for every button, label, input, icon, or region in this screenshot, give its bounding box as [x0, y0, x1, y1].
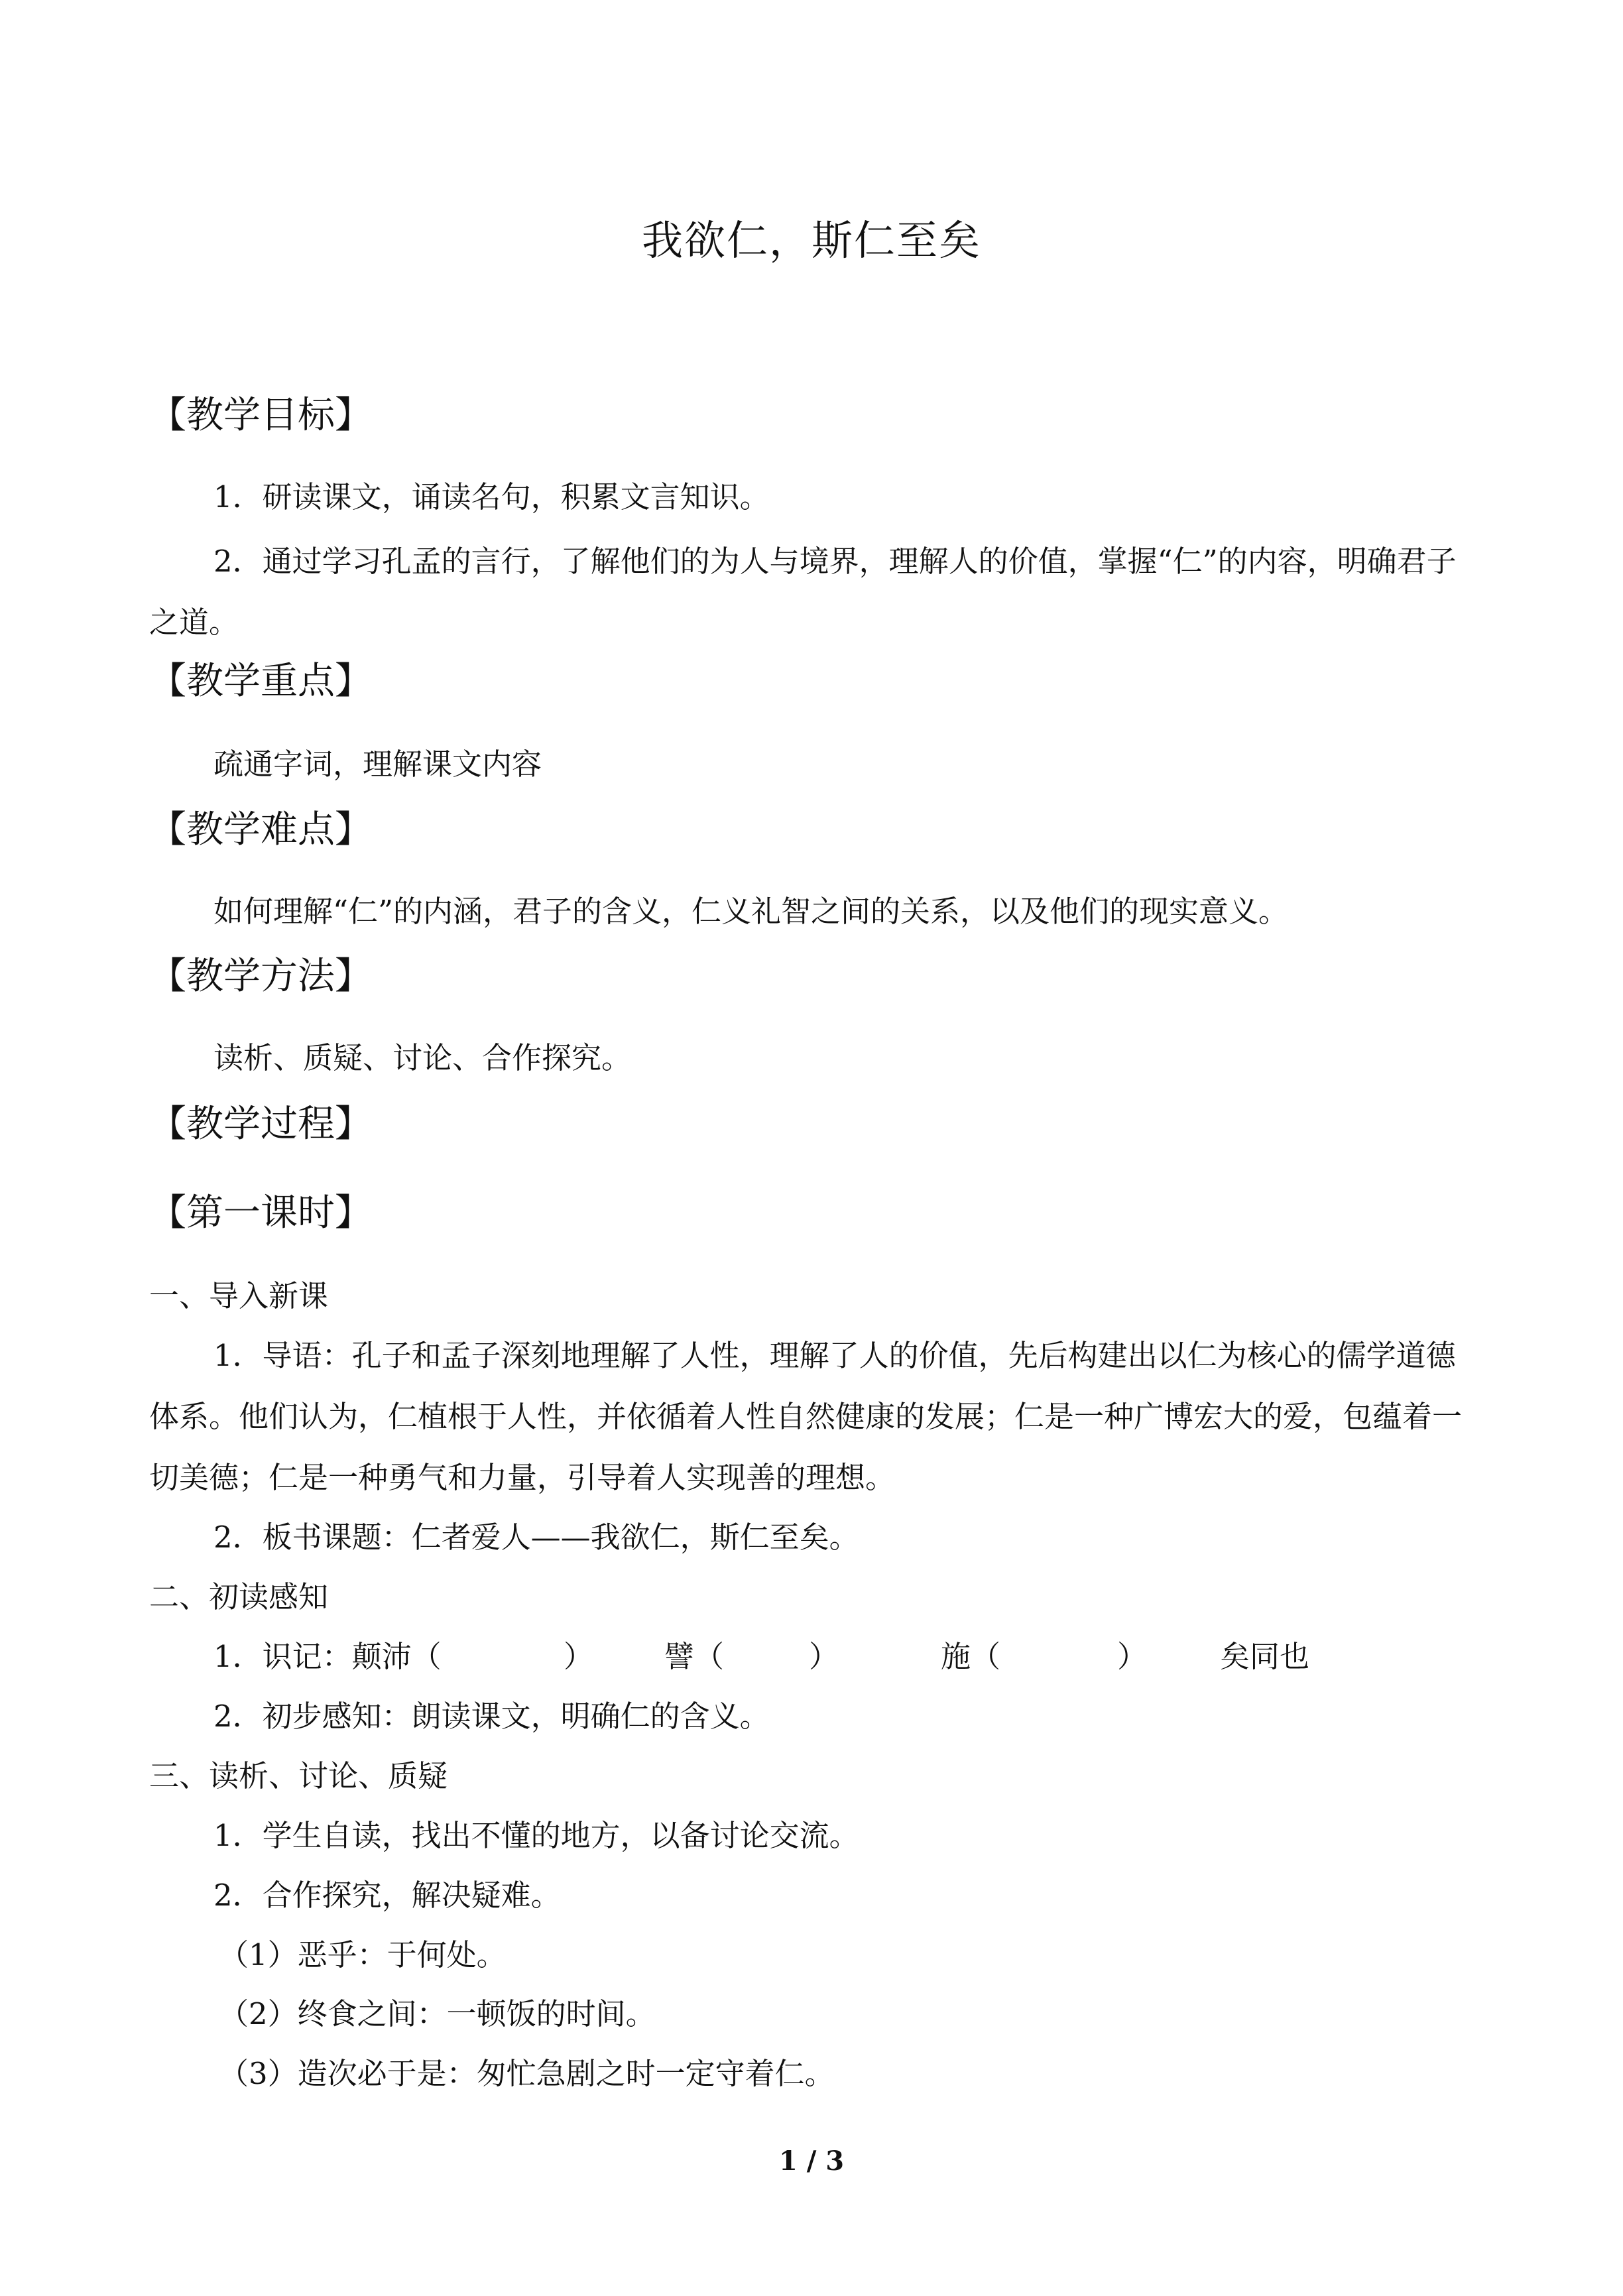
goal-item-2: 2．通过学习孔孟的言行，了解他们的为人与境界，理解人的价值，掌握“仁”的内容，明确君子之道。: [149, 544, 1457, 640]
page-number: 1 / 3: [778, 2145, 845, 2177]
part2-memorize-row: [213, 1636, 1341, 1677]
heading-teaching-method: 【教学方法】: [149, 955, 372, 998]
memorize-label-4: 矣同也: [1220, 1639, 1310, 1674]
memorize-label-1: 1．识记：颠沛（: [213, 1639, 442, 1674]
document-title: 我欲仁，斯仁至矣: [641, 216, 981, 265]
part1-board-title: 2．板书课题：仁者爱人——我欲仁，斯仁至矣。: [213, 1520, 859, 1555]
part2-initial-perception: 2．初步感知：朗读课文，明确仁的含义。: [213, 1699, 770, 1734]
heading-teaching-difficulty: 【教学难点】: [149, 808, 372, 851]
part3-item-1: 1．学生自读，找出不懂的地方，以备讨论交流。: [213, 1818, 859, 1853]
memorize-close-1: ）: [564, 1639, 594, 1674]
memorize-close-3: ）: [1117, 1639, 1148, 1674]
memorize-label-2: 譬（: [664, 1639, 725, 1674]
part3-heading: 三、读析、讨论、质疑: [149, 1758, 448, 1793]
teaching-focus-text: 疏通字词，理解课文内容: [213, 747, 542, 782]
part3-sub-item-3: （3）造次必于是：匆忙急剧之时一定守着仁。: [219, 2056, 835, 2091]
heading-teaching-process: 【教学过程】: [149, 1103, 372, 1146]
part3-item-2: 2．合作探究，解决疑难。: [213, 1878, 561, 1913]
part1-introduction-text: 1．导语：孔子和孟子深刻地理解了人性，理解了人的价值，先后构建出以仁为核心的儒学道德体系。他们认为，仁植根于人性，并依循着人性自然健康的发展；仁是一种广博宏大的爱，包蕴着一切美德；仁是一种勇气和力量，引导着人实现善的理想。: [149, 1338, 1463, 1495]
part3-sub-item-1: （1）恶乎：于何处。: [219, 1937, 507, 1972]
part1-heading: 一、导入新课: [149, 1278, 329, 1313]
part2-heading: 二、初读感知: [149, 1579, 329, 1614]
part3-sub-item-2: （2）终食之间：一顿饭的时间。: [219, 1996, 656, 2031]
heading-teaching-focus: 【教学重点】: [149, 660, 372, 703]
heading-teaching-goals: 【教学目标】: [149, 394, 372, 437]
teaching-difficulty-text: 如何理解“仁”的内涵，君子的含义，仁义礼智之间的关系，以及他们的现实意义。: [213, 894, 1289, 929]
teaching-method-text: 读析、质疑、讨论、合作探究。: [213, 1040, 632, 1075]
memorize-close-2: ）: [809, 1639, 839, 1674]
memorize-label-3: 施（: [941, 1639, 1001, 1674]
heading-lesson-one: 【第一课时】: [149, 1191, 372, 1235]
goal-item-1: 1．研读课文，诵读名句，积累文言知识。: [213, 479, 770, 514]
